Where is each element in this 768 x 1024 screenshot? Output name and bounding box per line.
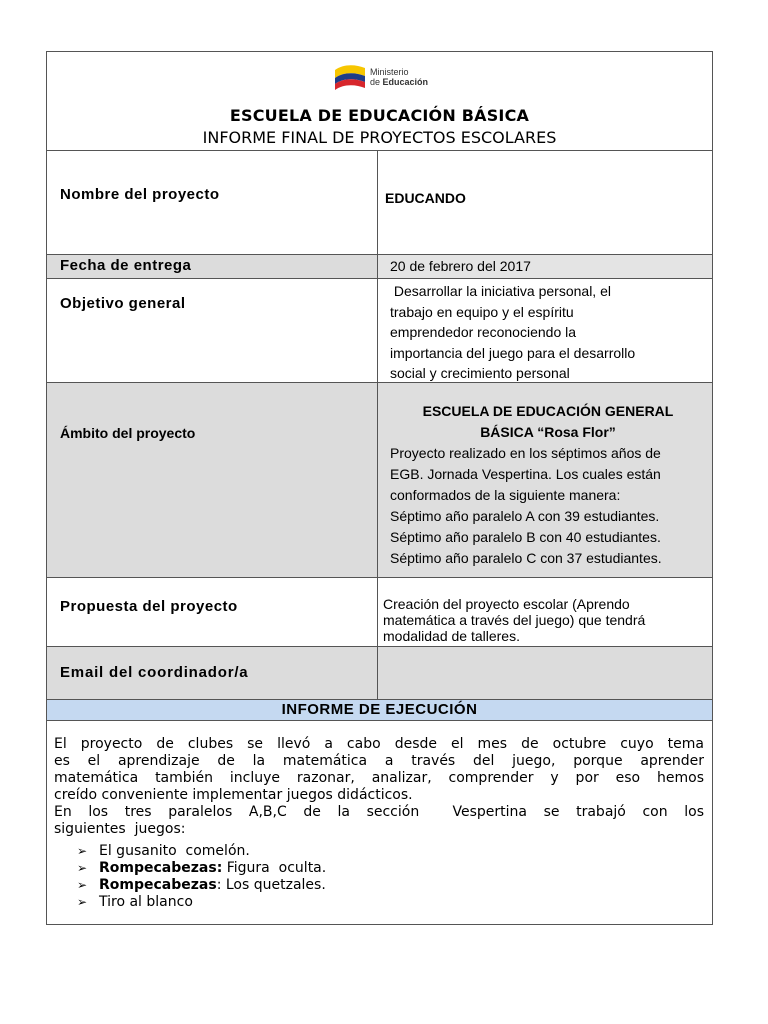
propuesta-text (383, 596, 703, 644)
list-item (77, 860, 326, 877)
objetivo-line: Desarrollar la iniciativa personal, el (390, 283, 611, 299)
paragraph-line: creído conveniente implementar juegos didácticos. (54, 787, 413, 803)
execution-body (47, 721, 712, 925)
arrow-bullet-icon: ➢ (77, 895, 88, 909)
objetivo-text (390, 281, 690, 384)
logo-text (370, 67, 428, 87)
list-item (77, 877, 326, 894)
fecha-value-cell (378, 255, 712, 278)
propuesta-line: modalidad de talleres. (383, 628, 520, 644)
ambito-school-name-2: BÁSICA “Rosa Flor” (480, 424, 616, 440)
email-label: Email del coordinador/a (60, 664, 249, 681)
ambito-line: Séptimo año paralelo C con 37 estudiantes. (390, 550, 662, 566)
objetivo-label-cell (47, 279, 378, 382)
objetivo-line: trabajo en equipo y el espíritu (390, 303, 574, 320)
ambito-value-cell (378, 383, 712, 577)
objetivo-value-cell (378, 279, 712, 382)
email-value-cell (378, 647, 712, 699)
ambito-line: Séptimo año paralelo B con 40 estudiantes. (390, 529, 661, 545)
objetivo-line: importancia del juego para el desarrollo (390, 344, 636, 361)
row-objetivo (47, 279, 712, 383)
ministry-logo (333, 62, 428, 92)
propuesta-label: Propuesta del proyecto (60, 598, 238, 615)
fecha-label-cell (47, 255, 378, 278)
paragraph-line: siguientes juegos: (54, 821, 186, 837)
list-item (77, 843, 326, 860)
row-propuesta (47, 578, 712, 647)
ambito-text (390, 401, 700, 569)
nombre-label: Nombre del proyecto (60, 186, 220, 203)
games-list (77, 843, 326, 911)
school-title: ESCUELA DE EDUCACIÓN BÁSICA (229, 106, 530, 125)
row-fecha (47, 255, 712, 279)
list-item-text: Tiro al blanco (99, 894, 193, 910)
list-item-text: El gusanito comelón. (99, 843, 250, 859)
ambito-line: EGB. Jornada Vespertina. Los cuales están (390, 466, 661, 482)
propuesta-label-cell (47, 578, 378, 646)
nombre-label-cell (47, 151, 378, 254)
ambito-line: Proyecto realizado en los séptimos años de (390, 445, 661, 461)
email-label-cell (47, 647, 378, 699)
report-subtitle: INFORME FINAL DE PROYECTOS ESCOLARES (202, 128, 557, 147)
propuesta-line: Creación del proyecto escolar (Aprendo (383, 596, 630, 612)
list-item-bold: Rompecabezas (99, 877, 217, 893)
objetivo-label: Objetivo general (60, 295, 186, 312)
ecuador-flag-icon (333, 62, 367, 92)
nombre-value-cell (378, 151, 712, 254)
logo-line1: Ministerio (370, 67, 409, 77)
objetivo-line: emprendedor reconociendo la (390, 324, 577, 340)
paragraph-line: El proyecto de clubes se llevó a cabo desde el mes de octubre cuyo tema (54, 736, 704, 752)
list-item-bold: Rompecabezas: (99, 860, 223, 876)
execution-heading: INFORME DE EJECUCIÓN (47, 700, 712, 721)
objetivo-line: social y crecimiento personal (390, 365, 570, 381)
ambito-school-name: ESCUELA DE EDUCACIÓN GENERAL (422, 403, 674, 419)
propuesta-line: matemática a través del juego) que tendrá (383, 612, 646, 628)
propuesta-value-cell (378, 578, 712, 646)
execution-paragraph-2 (54, 804, 704, 838)
fecha-label: Fecha de entrega (60, 257, 192, 274)
ambito-label: Ámbito del proyecto (60, 425, 196, 441)
arrow-bullet-icon: ➢ (77, 861, 88, 875)
list-item-text: Figura oculta. (222, 860, 327, 876)
logo-line2-bold: Educación (382, 77, 429, 87)
ambito-line: Séptimo año paralelo A con 39 estudiantes. (390, 508, 660, 524)
ambito-label-cell (47, 383, 378, 577)
fecha-value: 20 de febrero del 2017 (390, 258, 531, 274)
list-item (77, 894, 326, 911)
paragraph-line: matemática también incluye razonar, analizar, comprender y por eso hemos (54, 770, 704, 786)
execution-paragraph-1 (54, 736, 704, 804)
row-email (47, 647, 712, 700)
logo-line2: de (370, 77, 381, 87)
arrow-bullet-icon: ➢ (77, 844, 88, 858)
list-item-text: : Los quetzales. (216, 877, 326, 893)
report-document (46, 51, 713, 925)
row-nombre (47, 151, 712, 255)
ambito-line: conformados de la siguiente manera: (390, 487, 621, 503)
report-header (47, 52, 712, 151)
paragraph-line: En los tres paralelos A,B,C de la sección Vespertina se trabajó con los (54, 804, 704, 820)
arrow-bullet-icon: ➢ (77, 878, 88, 892)
nombre-value: EDUCANDO (385, 190, 466, 206)
row-ambito (47, 383, 712, 578)
paragraph-line: es el aprendizaje de la matemática a través del juego, porque aprender (54, 753, 704, 769)
